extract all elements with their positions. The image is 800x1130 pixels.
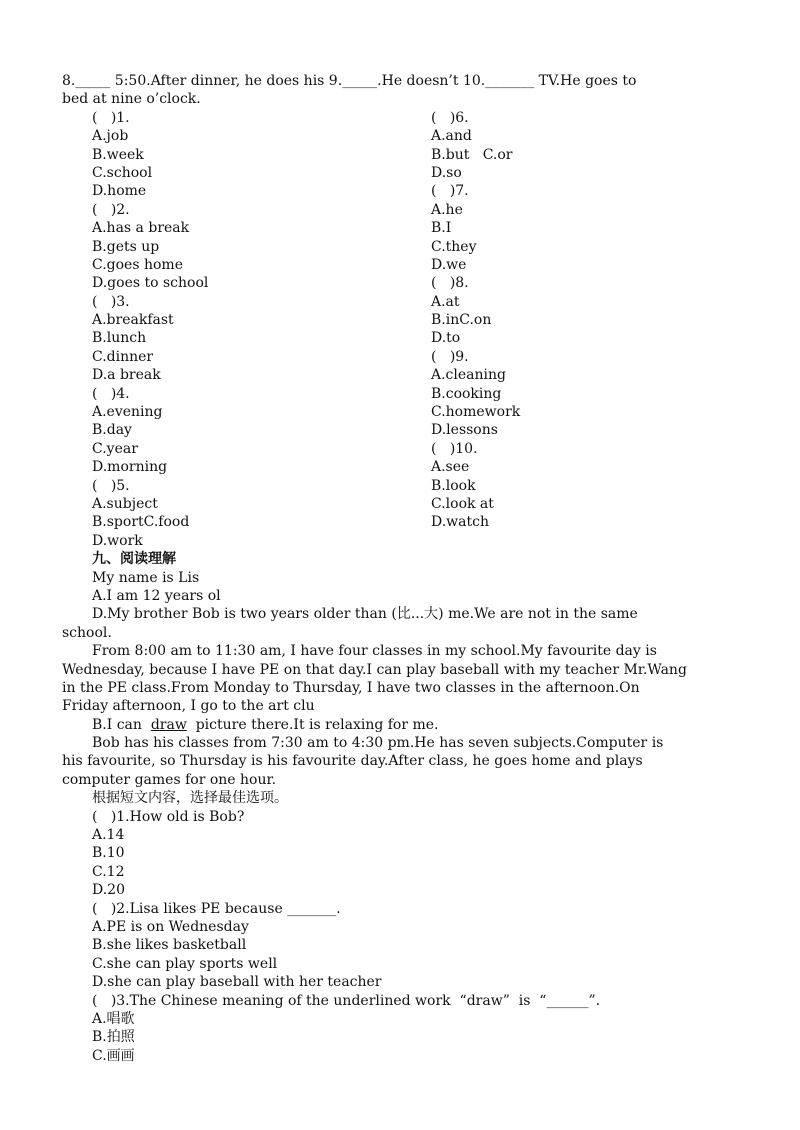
reading-line: his favourite, so Thursday is his favourite day.After class, he goes home and plays (62, 753, 643, 770)
option-line: D.goes to school (92, 275, 209, 292)
question-line: ( )2.Lisa likes PE because _______. (92, 900, 341, 917)
cloze-options-columns (62, 109, 740, 550)
question-line: A.PE is on Wednesday (92, 918, 249, 935)
question-line: B.10 (92, 845, 125, 862)
instruction: 根据短文内容，选择最佳选项。 (92, 790, 288, 807)
cloze-options-left (62, 109, 401, 550)
reading-line: Wednesday, because I have PE on that day.I can play baseball with my teacher Mr.Wang (62, 661, 687, 678)
option-line: D.we (431, 256, 467, 273)
reading-line: A.I am 12 years ol (92, 587, 221, 604)
option-line: ( )7. (431, 183, 469, 200)
option-line: B.I (431, 220, 452, 237)
option-line: C.they (431, 238, 477, 255)
option-line: B.but C.or (431, 146, 513, 163)
option-line: C.year (92, 440, 138, 457)
option-line: D.so (431, 164, 462, 181)
reading-line: computer games for one hour. (62, 771, 277, 788)
text-fragment: picture there.It is relaxing for me. (186, 716, 439, 733)
question-line: C.画画 (92, 1047, 135, 1064)
option-line: B.look (431, 477, 476, 494)
option-line: A.he (431, 201, 463, 218)
question-list (62, 808, 740, 1065)
question-line: C.12 (92, 863, 125, 880)
option-line: D.to (431, 330, 461, 347)
option-line: D.work (92, 532, 143, 549)
option-line: D.morning (92, 459, 168, 476)
option-line: B.lunch (92, 330, 147, 347)
question-line: B.she likes basketball (92, 937, 247, 954)
option-line: B.gets up (92, 238, 160, 255)
option-line: A.cleaning (431, 367, 506, 384)
option-line: A.job (92, 128, 129, 145)
question-line: ( )3.The Chinese meaning of the underlined work “draw” is “______”. (92, 992, 601, 1009)
option-line: B.cooking (431, 385, 502, 402)
option-line: D.home (92, 183, 147, 200)
question-line: D.she can play baseball with her teacher (92, 974, 382, 991)
question-line: B.拍照 (92, 1029, 135, 1046)
option-line: A.has a break (92, 220, 190, 237)
reading-line-underlined (62, 716, 740, 734)
question-line: A.14 (92, 827, 125, 844)
option-line: C.goes home (92, 256, 183, 273)
option-line: C.school (92, 164, 153, 181)
option-line: ( )4. (92, 385, 130, 402)
text-fragment: B.I can (92, 716, 151, 733)
reading-line: My name is Lis (92, 569, 200, 586)
option-line: B.day (92, 422, 132, 439)
option-line: D.watch (431, 514, 489, 531)
option-line: A.at (431, 293, 460, 310)
option-line: C.dinner (92, 348, 154, 365)
option-line: A.and (431, 128, 472, 145)
option-line: ( )1. (92, 109, 130, 126)
option-line: ( )8. (431, 275, 469, 292)
cloze-options-right (401, 109, 740, 550)
option-line: ( )2. (92, 201, 130, 218)
reading-line: From 8:00 am to 11:30 am, I have four classes in my school.My favourite day is (92, 643, 657, 660)
reading-line: school. (62, 624, 112, 641)
option-line: ( )3. (92, 293, 130, 310)
option-line: C.look at (431, 495, 494, 512)
option-line: A.see (431, 459, 470, 476)
option-line: D.a break (92, 367, 161, 384)
reading-line: Friday afternoon, I go to the art clu (62, 698, 315, 715)
option-line: A.subject (92, 495, 158, 512)
option-line: B.sportC.food (92, 514, 190, 531)
option-line: ( )5. (92, 477, 130, 494)
question-line: D.20 (92, 882, 125, 899)
document-page (62, 72, 740, 1065)
section-heading: 九、阅读理解 (92, 551, 176, 568)
option-line: D.lessons (431, 422, 498, 439)
question-line: C.she can play sports well (92, 955, 278, 972)
cloze-passage-line-1: 8._____ 5:50.After dinner, he does his 9._____.He doesn’t 10._______ TV.He goes to (62, 73, 637, 89)
question-line: A.唱歌 (92, 1010, 135, 1027)
option-line: ( )6. (431, 109, 469, 126)
reading-line: in the PE class.From Monday to Thursday, I have two classes in the afternoon.On (62, 679, 640, 696)
option-line: A.evening (92, 404, 163, 421)
option-line: B.week (92, 146, 144, 163)
option-line: B.inC.on (431, 312, 492, 329)
reading-line: D.My brother Bob is two years older than (比...大) me.We are not in the same (92, 606, 638, 623)
question-line: ( )1.How old is Bob? (92, 808, 245, 825)
option-line: A.breakfast (92, 312, 174, 329)
reading-line: Bob has his classes from 7:30 am to 4:30 pm.He has seven subjects.Computer is (92, 735, 664, 752)
option-line: ( )10. (431, 440, 478, 457)
underlined-word: draw (150, 716, 187, 733)
option-line: C.homework (431, 404, 521, 421)
cloze-passage-line-2: bed at nine o’clock. (62, 91, 201, 108)
option-line: ( )9. (431, 348, 469, 365)
